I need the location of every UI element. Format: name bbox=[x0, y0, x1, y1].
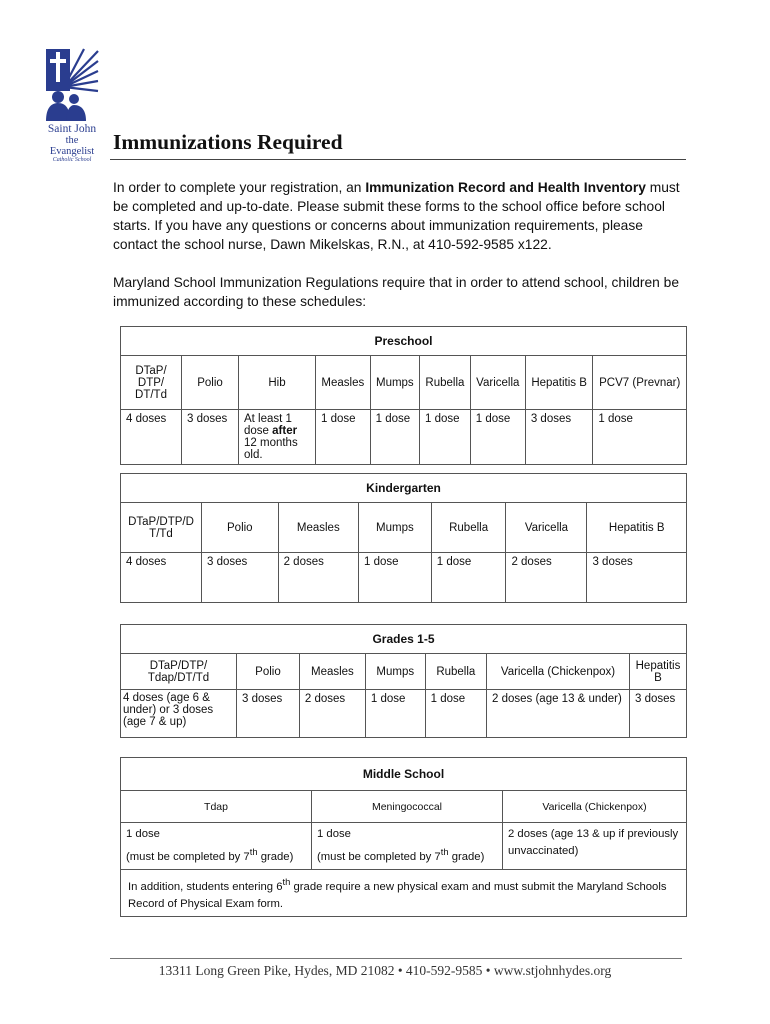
intro-text-1: In order to complete your registration, an bbox=[113, 180, 366, 195]
preschool-value: 1 dose bbox=[316, 410, 371, 465]
preschool-header: DTaP/ DTP/ DT/Td bbox=[121, 356, 182, 410]
hib-text-bold: after bbox=[272, 425, 298, 437]
middle-school-title: Middle School bbox=[121, 758, 687, 791]
grades-value: 1 dose bbox=[365, 690, 425, 738]
grades-value: 3 doses bbox=[630, 690, 687, 738]
preschool-value: 1 dose bbox=[420, 410, 471, 465]
page-title: Immunizations Required bbox=[113, 130, 343, 154]
grades-header: Measles bbox=[299, 654, 365, 690]
middle-header: Tdap bbox=[121, 791, 312, 823]
tdap-value bbox=[121, 823, 312, 870]
preschool-value: 3 doses bbox=[182, 410, 239, 465]
kindergarten-value: 1 dose bbox=[431, 553, 506, 603]
preschool-hib-value bbox=[239, 410, 316, 465]
logo-line-2: the Evangelist bbox=[49, 135, 95, 158]
kindergarten-header: Mumps bbox=[359, 503, 432, 553]
grades-header: Rubella bbox=[425, 654, 486, 690]
mening-note-post: grade) bbox=[448, 850, 485, 863]
cross-sunburst-logo-icon bbox=[44, 47, 100, 121]
kindergarten-title: Kindergarten bbox=[121, 474, 687, 503]
logo-line-3: Catholic School bbox=[52, 157, 92, 164]
preschool-value: 1 dose bbox=[593, 410, 687, 465]
middle-header: Varicella (Chickenpox) bbox=[503, 791, 687, 823]
title-divider bbox=[110, 159, 686, 160]
regulations-paragraph: Maryland School Immunization Regulations require that in order to attend school, children be immunized according to these schedules: bbox=[113, 275, 679, 309]
mening-note-pre: (must be completed by 7 bbox=[317, 850, 441, 863]
grades-value: 2 doses (age 13 & under) bbox=[487, 690, 630, 738]
kindergarten-value: 4 doses bbox=[121, 553, 202, 603]
grades-header: Hepatitis B bbox=[630, 654, 687, 690]
grades-header: Mumps bbox=[365, 654, 425, 690]
kindergarten-value: 3 doses bbox=[587, 553, 687, 603]
preschool-header: Hepatitis B bbox=[525, 356, 593, 410]
kindergarten-value: 2 doses bbox=[278, 553, 358, 603]
mening-note-sup: th bbox=[440, 846, 449, 857]
preschool-title: Preschool bbox=[121, 327, 687, 356]
tdap-note-pre: (must be completed by 7 bbox=[126, 850, 250, 863]
tdap-note-post: grade) bbox=[257, 850, 294, 863]
preschool-header: Mumps bbox=[370, 356, 419, 410]
footer-divider bbox=[110, 958, 682, 959]
kindergarten-header: Polio bbox=[202, 503, 279, 553]
meningococcal-value bbox=[312, 823, 503, 870]
varicella-value: 2 doses (age 13 & up if previously unvaccinated) bbox=[503, 823, 687, 870]
tdap-note-sup: th bbox=[249, 846, 258, 857]
note-sup: th bbox=[282, 875, 291, 887]
kindergarten-value: 2 doses bbox=[506, 553, 587, 603]
intro-bold-text: Immunization Record and Health Inventory bbox=[365, 180, 646, 195]
preschool-header: Rubella bbox=[420, 356, 471, 410]
grades-header: DTaP/DTP/ Tdap/DT/Td bbox=[121, 654, 237, 690]
grades-header: Varicella (Chickenpox) bbox=[487, 654, 630, 690]
intro-text-2: must be completed and up-to-date. Please submit these forms to the school office before school starts. If you have any questions or concerns about immunization requirements, please contact the school nurse, Dawn Mikelskas, R.N., at 410-592-9585 x122. bbox=[113, 180, 680, 252]
footer-address: 13311 Long Green Pike, Hydes, MD 21082 • 410-592-9585 • www.stjohnhydes.org bbox=[158, 963, 612, 978]
preschool-value: 4 doses bbox=[121, 410, 182, 465]
preschool-header: Measles bbox=[316, 356, 371, 410]
grades-value: 1 dose bbox=[425, 690, 486, 738]
preschool-value: 1 dose bbox=[470, 410, 525, 465]
grades-value: 3 doses bbox=[237, 690, 300, 738]
tdap-dose: 1 dose bbox=[126, 828, 160, 840]
kindergarten-header: DTaP/DTP/D T/Td bbox=[121, 503, 202, 553]
preschool-table bbox=[120, 326, 687, 465]
logo-line-1: Saint John bbox=[47, 123, 97, 135]
preschool-header: PCV7 (Prevnar) bbox=[593, 356, 687, 410]
preschool-value: 3 doses bbox=[525, 410, 593, 465]
intro-paragraph bbox=[113, 178, 688, 254]
kindergarten-table bbox=[120, 473, 687, 603]
hib-text-pre: At least 1 dose bbox=[244, 413, 292, 437]
preschool-header: Varicella bbox=[470, 356, 525, 410]
middle-header: Meningococcal bbox=[312, 791, 503, 823]
middle-school-table bbox=[120, 757, 687, 917]
preschool-value: 1 dose bbox=[370, 410, 419, 465]
kindergarten-header: Measles bbox=[278, 503, 358, 553]
hib-text-post: 12 months old. bbox=[244, 437, 298, 461]
preschool-header: Hib bbox=[239, 356, 316, 410]
note-post: grade require a new physical exam and must submit the Maryland Schools Record of Physical Exam form. bbox=[128, 880, 667, 910]
grades-title: Grades 1-5 bbox=[121, 625, 687, 654]
grades-value: 4 doses (age 6 & under) or 3 doses (age 7 & up) bbox=[121, 690, 237, 738]
kindergarten-header: Rubella bbox=[431, 503, 506, 553]
grades-table bbox=[120, 624, 687, 738]
grades-value: 2 doses bbox=[299, 690, 365, 738]
middle-school-note bbox=[121, 869, 687, 916]
school-logo bbox=[44, 47, 100, 163]
kindergarten-header: Hepatitis B bbox=[587, 503, 687, 553]
preschool-header: Polio bbox=[182, 356, 239, 410]
kindergarten-value: 1 dose bbox=[359, 553, 432, 603]
note-pre: In addition, students entering 6 bbox=[128, 880, 283, 893]
mening-dose: 1 dose bbox=[317, 828, 351, 840]
kindergarten-header: Varicella bbox=[506, 503, 587, 553]
grades-header: Polio bbox=[237, 654, 300, 690]
kindergarten-value: 3 doses bbox=[202, 553, 279, 603]
